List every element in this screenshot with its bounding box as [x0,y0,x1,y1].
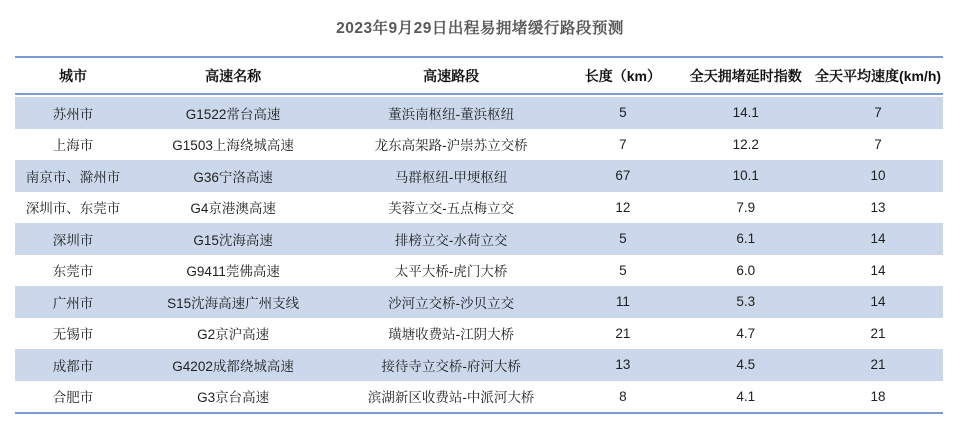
cell-length-km: 5 [619,262,627,278]
cell-highway-name: G1522常台高速 [131,95,335,129]
cell-road-section: 芙蓉立交-五点梅立交 [388,201,515,217]
table-row [15,192,943,224]
cell-highway-name: G4202成都绕城高速 [131,349,335,381]
cell-city: 合肥市 [52,390,94,406]
cell-delay-index: 14.1 [679,95,814,129]
table-row [15,255,943,287]
cell-avg-speed: 10 [813,160,943,192]
cell-city: 上海市 [52,138,94,154]
cell-delay-index: 4.7 [736,325,756,341]
cell-highway-name: S15沈海高速广州支线 [131,286,335,318]
table-row [15,160,943,192]
cell-road-section: 龙东高架路-沪崇苏立交桥 [374,138,528,154]
table-row [15,286,943,318]
forecast-table [15,56,943,414]
table-body [15,95,943,412]
cell-road-section: 马群枢纽-甲埂枢纽 [335,160,567,192]
cell-city: 广州市 [15,286,131,318]
cell-road-section: 太平大桥-虎门大桥 [394,264,508,280]
table-row [15,223,943,255]
cell-city: 成都市 [15,349,131,381]
table-row [15,318,943,350]
table-header-row [15,58,943,95]
cell-city: 苏州市 [15,95,131,129]
cell-highway-name: G36宁洛高速 [131,160,335,192]
cell-highway-name: G3京台高速 [197,390,270,406]
header-cell-highway-name: 高速名称 [131,58,335,95]
page-title: 2023年9月29日出程易拥堵缓行路段预测 [336,20,624,37]
cell-length-km: 5 [567,95,678,129]
table-row [15,349,943,381]
header-cell-delay-index: 全天拥堵延时指数 [679,58,814,95]
cell-avg-speed: 14 [870,262,886,278]
cell-length-km: 11 [567,286,678,318]
cell-avg-speed: 7 [813,95,943,129]
cell-road-section: 董浜南枢纽-董浜枢纽 [335,95,567,129]
cell-delay-index: 4.1 [736,388,756,404]
forecast-table-container [15,56,943,414]
cell-length-km: 12 [615,199,631,215]
table-row [15,95,943,129]
cell-delay-index: 4.5 [679,349,814,381]
cell-avg-speed: 14 [813,223,943,255]
cell-road-section: 排榜立交-水荷立交 [335,223,567,255]
cell-avg-speed: 18 [870,388,886,404]
cell-length-km: 5 [567,223,678,255]
cell-city: 东莞市 [52,264,94,280]
cell-delay-index: 5.3 [679,286,814,318]
cell-highway-name: G9411莞佛高速 [186,264,280,280]
cell-avg-speed: 14 [813,286,943,318]
cell-delay-index: 10.1 [679,160,814,192]
cell-road-section: 璜塘收费站-江阴大桥 [388,327,515,343]
cell-length-km: 7 [619,136,627,152]
header-cell-avg-speed: 全天平均速度(km/h) [813,58,943,95]
cell-delay-index: 6.0 [736,262,756,278]
cell-length-km: 67 [567,160,678,192]
cell-road-section: 滨湖新区收费站-中派河大桥 [367,390,535,406]
cell-length-km: 21 [615,325,631,341]
cell-city: 深圳市、东莞市 [25,201,121,217]
header-cell-length-km: 长度（km） [567,58,678,95]
table-row [15,129,943,161]
cell-city: 深圳市 [15,223,131,255]
header-cell-road-section: 高速路段 [335,58,567,95]
header-cell-city: 城市 [15,58,131,95]
cell-avg-speed: 21 [870,325,886,341]
cell-avg-speed: 7 [874,136,882,152]
cell-highway-name: G15沈海高速 [131,223,335,255]
cell-avg-speed: 21 [813,349,943,381]
cell-length-km: 8 [619,388,627,404]
cell-length-km: 13 [567,349,678,381]
cell-delay-index: 6.1 [679,223,814,255]
cell-city: 无锡市 [52,327,94,343]
cell-delay-index: 12.2 [732,136,759,152]
table-row [15,381,943,413]
cell-highway-name: G2京沪高速 [197,327,270,343]
cell-delay-index: 7.9 [736,199,756,215]
cell-highway-name: G1503上海绕城高速 [172,138,294,154]
cell-road-section: 接待寺立交桥-府河大桥 [335,349,567,381]
cell-highway-name: G4京港澳高速 [190,201,276,217]
cell-road-section: 沙河立交桥-沙贝立交 [335,286,567,318]
cell-avg-speed: 13 [870,199,886,215]
cell-city: 南京市、滁州市 [15,160,131,192]
